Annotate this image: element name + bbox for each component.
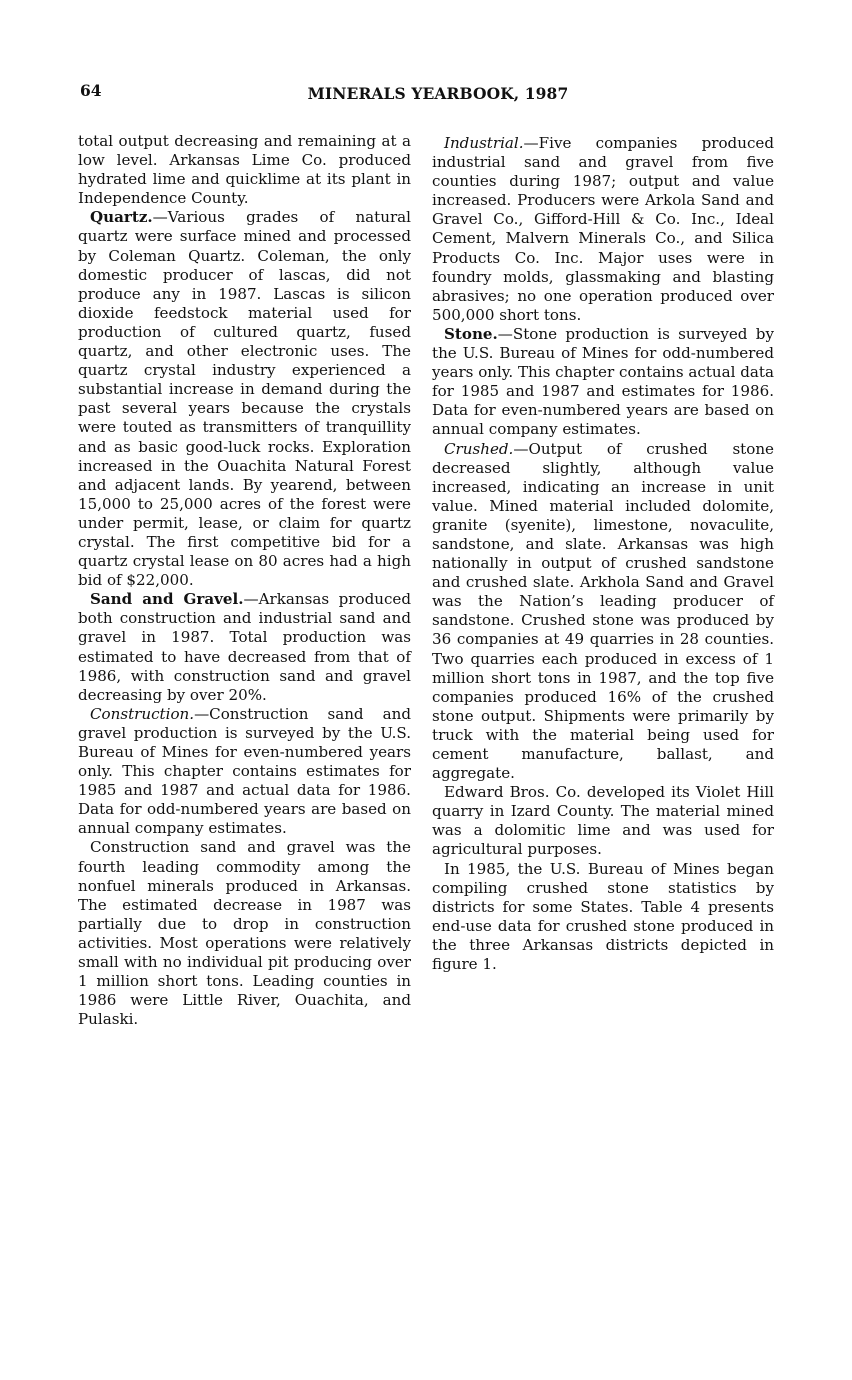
subsection-heading-construction: Construction.	[90, 704, 195, 723]
paragraph-violet-hill: Edward Bros. Co. developed its Violet Hill quarry in Izard County. The material mined was a dolomitic lime and was used for agricultural purposes.	[432, 783, 774, 859]
paragraph-lime-continued: total output decreasing and remaining at a low level. Arkansas Lime Co. produced hydrated lime and quicklime at its plant in Independence County.	[78, 132, 411, 208]
page-number: 64	[80, 81, 102, 100]
paragraph-construction-body: —Construction sand and gravel production is surveyed by the U.S. Bureau of Mines for even-numbered years only. This chapter contains estimates for 1985 and 1987 and actual data for 1986. Data for odd-numbered years are based on annual company estimates.	[78, 704, 411, 838]
running-title: MINERALS YEARBOOK, 1987	[307, 84, 569, 103]
left-column	[78, 132, 411, 1029]
paragraph-crushed-body: —Output of crushed stone decreased slightly, although value increased, indicating an increase in unit value. Mined material included dolomite, granite (syenite), limestone, novaculite, sandstone, and slate. Arkansas was high nationally in output of crushed sandstone and crushed slate. Arkhola Sand and Gravel was the Nation’s leading producer of sandstone. Crushed stone was produced by 36 companies at 49 quarries in 28 counties. Two quarries each produced in excess of 1 million short tons in 1987, and the top five companies produced 16% of the crushed stone output. Shipments were primarily by truck with the material being used for cement manufacture, ballast, and aggregate.	[432, 439, 774, 783]
paragraph-sand-and-gravel-body: —Arkansas produced both construction and industrial sand and gravel in 1987. Total production was estimated to have decreased from that of 1986, with construction sand and gravel decreasing by over 20%.	[78, 590, 411, 704]
paragraph-construction	[78, 705, 411, 839]
section-heading-sand-and-gravel: Sand and Gravel.	[90, 590, 244, 609]
subsection-heading-industrial: Industrial.	[444, 134, 524, 152]
paragraph-industrial-body: —Five companies produced industrial sand and gravel from five counties during 1987; output and value increased. Producers were Arkola Sand and Gravel Co., Gifford-Hill & Co. Inc., Ideal Cement, Malvern Minerals Co., and Silica Products Co. Inc. Major uses were in foundry molds, glassmaking and blasting abrasives; no one operation produced over 500,000 short tons.	[432, 134, 774, 324]
section-heading-stone: Stone.	[444, 324, 498, 343]
paragraph-industrial	[432, 134, 774, 325]
paragraph-construction-commodity: Construction sand and gravel was the fourth leading commodity among the nonfuel minerals produced in Arkansas. The estimated decrease in 1987 was partially due to drop in construction activities. Most operations were relatively small with no individual pit producing over 1 million short tons. Leading counties in 1986 were Little River, Ouachita, and Pulaski.	[78, 838, 411, 1029]
paragraph-sand-and-gravel	[78, 590, 411, 705]
paragraph-districts: In 1985, the U.S. Bureau of Mines began compiling crushed stone statistics by districts for some States. Table 4 presents end-use data for crushed stone produced in the three Arkansas districts depicted in figure 1.	[432, 859, 774, 974]
section-heading-quartz: Quartz.	[90, 208, 153, 227]
paragraph-stone	[432, 325, 774, 440]
subsection-heading-crushed: Crushed.	[444, 439, 514, 458]
right-column	[432, 134, 774, 974]
paragraph-crushed	[432, 440, 774, 784]
paragraph-quartz-body: —Various grades of natural quartz were surface mined and processed by Coleman Quartz. Coleman, the only domestic producer of lascas, did not produce any in 1987. Lascas is silicon dioxide feedstock material used for production of cultured quartz, fused quartz, and other electronic uses. The quartz crystal industry experienced a substantial increase in demand during the past several years because the crystals were touted as transmitters of tranquillity and as basic good-luck rocks. Exploration increased in the Ouachita Natural Forest and adjacent lands. By yearend, between 15,000 to 25,000 acres of the forest were under permit, lease, or claim for quartz crystal. The first competitive bid for a quartz crystal lease on 80 acres had a high bid of $22,000.	[78, 208, 411, 590]
paragraph-stone-body: —Stone production is surveyed by the U.S. Bureau of Mines for odd-numbered years only. This chapter contains actual data for 1985 and 1987 and estimates for 1986. Data for even-numbered years are based on annual company estimates.	[432, 324, 774, 439]
paragraph-quartz	[78, 208, 411, 590]
